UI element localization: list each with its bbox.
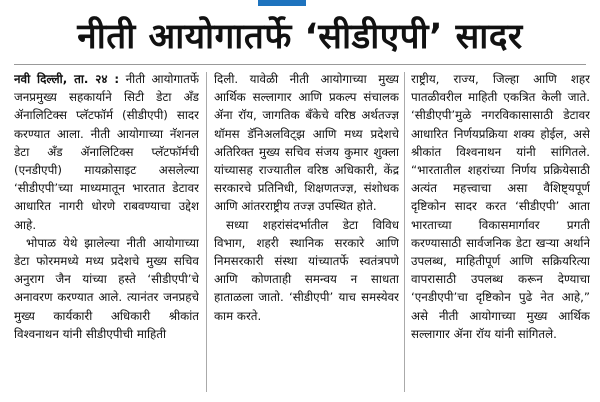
article-column-2	[214, 70, 399, 398]
paragraph: राष्ट्रीय, राज्य, जिल्हा आणि शहर पातळीवरील माहिती एकत्रित केली जाते. ‘सीडीएपी’मुळे नगरविकासासाठी डेटावर आधारित निर्णयप्रक्रिया शक्य होईल, असे श्रीकांत विश्वनाथन यांनी सांगितले. “भारतातील शहरांच्या निर्णय प्रक्रियेसाठी अत्यंत महत्त्वाचा असा वैशिष्ट्यपूर्ण दृष्टिकोन सादर करत ‘सीडीएपी’ आता भारताच्या विकासमार्गावर प्रगती करण्यासाठी सार्वजनिक डेटा खऱ्या अर्थाने उपलब्ध, माहितीपूर्ण आणि सक्रियरित्या वापरासाठी उपलब्ध करून देण्याचा ‘एनडीएपी’चा दृष्टिकोन पुढे नेत आहे,” असे नीती आयोगाच्या मुख्य आर्थिक सल्लागार ॲना रॉय यांनी सांगितले.	[411, 72, 590, 341]
paragraph: भोपाळ येथे झालेल्या नीती आयोगाच्या डेटा फोरममध्ये मध्य प्रदेशचे मुख्य सचिव अनुराग जैन यांच्या हस्ते ‘सीडीएपी’चे अनावरण करण्यात आले. त्यानंतर जनप्रहचे मुख्य कार्यकारी अधिकारी श्रीकांत विश्वनाथन यांनी सीडीएपीची माहिती	[14, 235, 199, 341]
column-divider	[404, 72, 405, 392]
paragraph-text: नीती आयोगातर्फे जनप्रमुख्य सहकार्याने सिटी डेटा अँड ॲनालिटिक्स प्लॅटफॉर्म (सीडीएपी) सादर करण्यात आला. नीती आयोगाच्या नॅशनल डेटा अँड ॲनालिटिक्स प्लॅटफॉर्मची (एनडीएपी) मायक्रोसाइट असलेल्या ‘सीडीएपी’च्या माध्यमातून भारतात डेटावर आधारित नागरी धोरणे राबवण्याचा उद्देश आहे.	[14, 72, 199, 232]
top-color-strip	[258, 0, 306, 6]
article-column-3	[411, 70, 590, 398]
paragraph: सध्या शहरांसंदर्भातील डेटा विविध विभाग, शहरी स्थानिक सरकारे आणि निमसरकारी संस्था यांच्यातर्फे स्वतंत्रपणे आणि कोणताही समन्वय न साधता हाताळला जातो. ‘सीडीएपी’ याच समस्येवर काम करते.	[214, 217, 399, 323]
article-column-1	[14, 70, 199, 398]
dateline: नवी दिल्ली, ता. २४ :	[14, 72, 120, 86]
paragraph	[14, 70, 199, 234]
paragraph: दिली. यावेळी नीती आयोगाच्या मुख्य आर्थिक सल्लागार आणि प्रकल्प संचालक ॲना रॉय, जागतिक बँकेचे वरिष्ठ अर्थतज्ज्ञ थॉमस डॅनिअलविट्झ आणि मध्य प्रदेशचे अतिरिक्त मुख्य सचिव संजय कुमार शुक्ला यांच्यासह राज्यातील वरिष्ठ अधिकारी, केंद्र सरकारचे प्रतिनिधी, शिक्षणतज्ज्ञ, संशोधक आणि आंतरराष्ट्रीय तज्ज्ञ उपस्थित होते.	[214, 72, 399, 214]
headline: नीती आयोगातर्फे ‘सीडीएपी’ सादर	[77, 17, 523, 57]
column-divider	[206, 72, 207, 392]
headline-rule	[14, 64, 586, 65]
